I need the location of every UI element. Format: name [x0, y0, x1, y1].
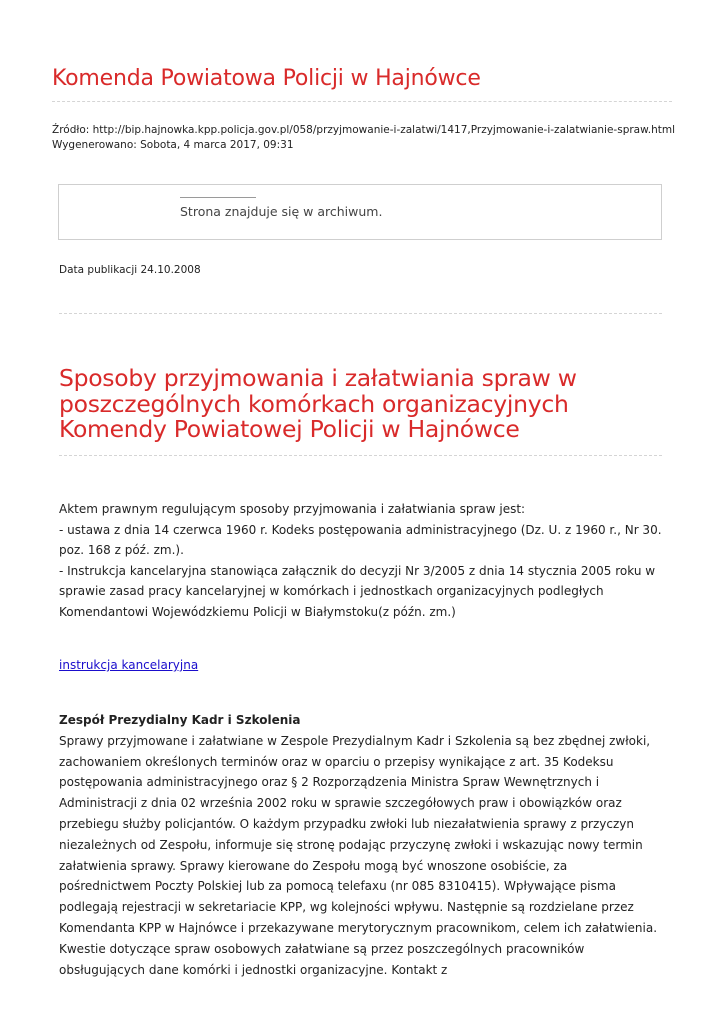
archive-notice-text: Strona znajduje się w archiwum.: [180, 204, 383, 219]
archive-notice-rule: [180, 197, 256, 198]
instruction-document-link[interactable]: instrukcja kancelaryjna: [59, 658, 199, 672]
publication-date: Data publikacji 24.10.2008: [59, 264, 201, 276]
section-body: Sprawy przyjmowane i załatwiane w Zespole Prezydialnym Kadr i Szkolenia są bez zbędnej zwłoki, zachowaniem określonych terminów oraz w oparciu o przepisy wynikające z art. 35 Kodeksu postępowania administracyjnego oraz § 2 Rozporządzenia Ministra Spraw Wewnętrznych i Administracji z dnia 02 września 2002 roku w sprawie szczegółowych praw i obowiązków oraz przebiegu służby policjantów. O każdym przypadku zwłoki lub niezałatwienia sprawy z przyczyn niezależnych od Zespołu, informuje się stronę podając przyczynę zwłoki i wskazując nowy termin załatwienia sprawy. Sprawy kierowane do Zespołu mogą być wnoszone osobiście, za pośrednictwem Poczty Polskiej lub za pomocą telefaxu (nr 085 8310415). Wpływające pisma podlegają rejestracji w sekretariacie KPP, wg kolejności wpływu. Następnie są rozdzielane przez Komendanta KPP w Hajnówce i przekazywane merytorycznym pracownikom, celem ich załatwienia. Kwestie dotyczące spraw osobowych załatwiane są przez poszczególnych pracowników obsługujących dane komórki i jednostki organizacyjne. Kontakt z: [59, 733, 658, 977]
publication-divider: [59, 313, 662, 314]
title-divider: [59, 455, 662, 456]
source-url-line: Źródło: http://bip.hajnowka.kpp.policja.gov.pl/058/przyjmowanie-i-zalatwi/1417,Przyjmowanie-i-zalatwianie-spraw.html: [52, 124, 675, 136]
header-divider: [52, 101, 672, 102]
section-heading: Zespół Prezydialny Kadr i Szkolenia: [59, 713, 301, 727]
site-title: Komenda Powiatowa Policji w Hajnówce: [52, 66, 481, 91]
generated-date-line: Wygenerowano: Sobota, 4 marca 2017, 09:31: [52, 139, 294, 151]
intro-line: - ustawa z dnia 14 czerwca 1960 r. Kodeks postępowania administracyjnego (Dz. U. z 1960 r., Nr 30. poz. 168 z póź. zm.).: [59, 522, 662, 557]
article-title: Sposoby przyjmowania i załatwiania spraw w poszczególnych komórkach organizacyjnych Komendy Powiatowej Policji w Hajnówce: [59, 364, 577, 443]
article-intro: [59, 499, 669, 622]
intro-line: - Instrukcja kancelaryjna stanowiąca załącznik do decyzji Nr 3/2005 z dnia 14 stycznia 2005 roku w sprawie zasad pracy kancelaryjnej w komórkach i jednostkach organizacyjnych podległych Komendantowi Wojewódzkiemu Policji w Białymstoku(z późn. zm.): [59, 563, 656, 619]
section-presidium-hr: [59, 710, 663, 980]
intro-line: Aktem prawnym regulującym sposoby przyjmowania i załatwiania spraw jest:: [59, 502, 526, 516]
document-meta: [52, 123, 675, 153]
archive-notice-box: [58, 184, 662, 240]
